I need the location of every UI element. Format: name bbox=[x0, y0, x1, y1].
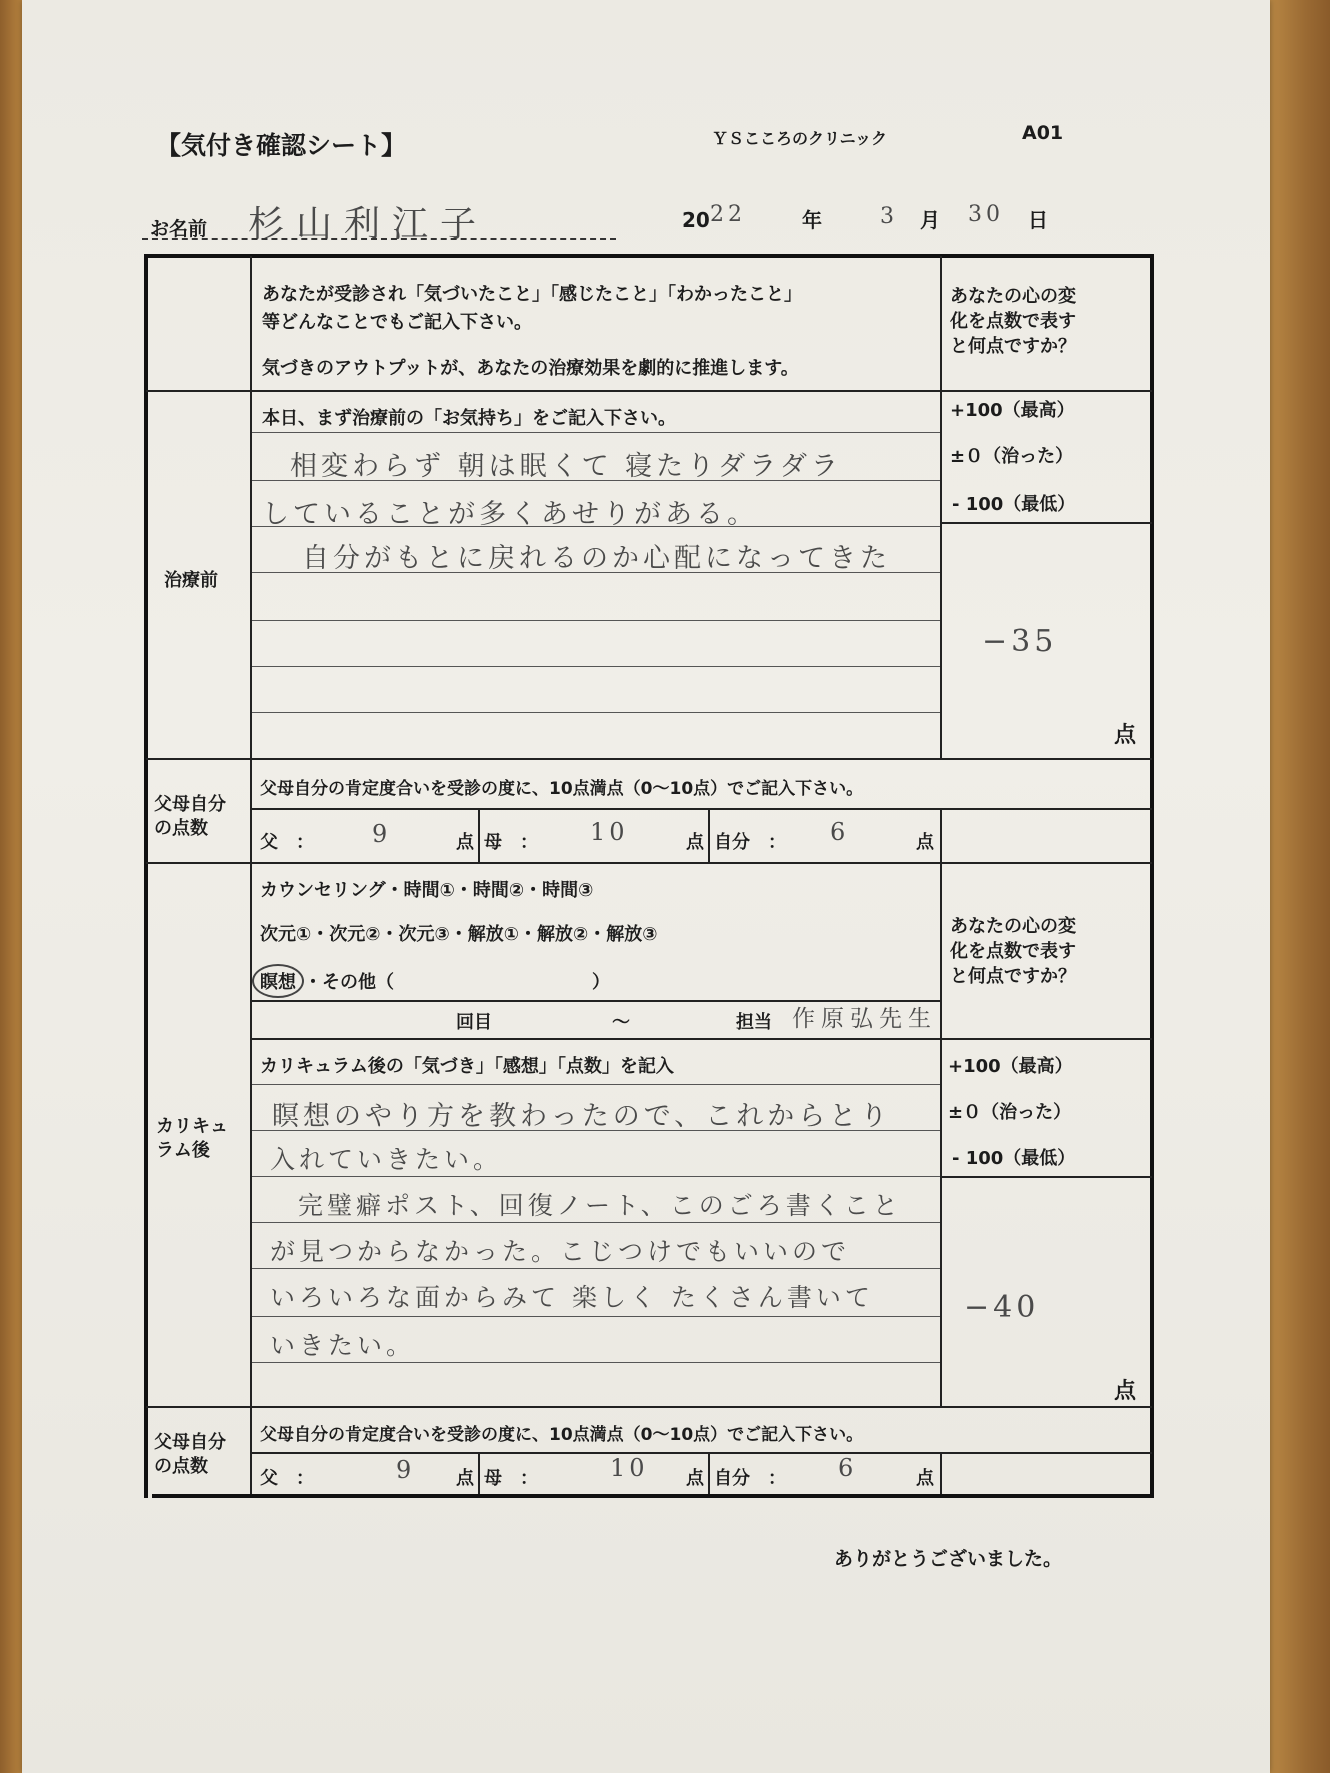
parents1-sep-1 bbox=[478, 810, 480, 862]
background-right bbox=[1270, 0, 1330, 1773]
table-border-left bbox=[144, 254, 148, 1498]
table-border-bottom bbox=[152, 1494, 1154, 1498]
parents2-mother-value[interactable]: 10 bbox=[610, 1454, 649, 1482]
curriculum-rule-1 bbox=[252, 1084, 940, 1085]
parents1-prompt: 父母自分の肯定度合いを受診の度に、10点満点（0〜10点）でご記入下さい。 bbox=[260, 779, 864, 799]
form-sheet bbox=[22, 0, 1270, 1773]
before-prompt: 本日、まず治療前の「お気持ち」をご記入下さい。 bbox=[262, 408, 676, 429]
curriculum-scale-zero: ±０（治った） bbox=[948, 1102, 1072, 1123]
before-section-label: 治療前 bbox=[164, 570, 218, 591]
table-border-right bbox=[1150, 254, 1154, 1498]
before-entry-line-2[interactable]: していることが多くあせりがある。 bbox=[262, 499, 758, 530]
thanks-text: ありがとうございました。 bbox=[834, 1548, 1063, 1570]
session-label: 回目 bbox=[456, 1012, 492, 1033]
parents2-sep-3 bbox=[940, 1452, 942, 1494]
score-question-l1: あなたの心の変 bbox=[950, 286, 1076, 307]
row-divider-4b bbox=[250, 1452, 1152, 1454]
name-label: お名前 bbox=[150, 218, 208, 240]
before-scale-divider bbox=[940, 522, 1152, 524]
parents2-mother-label: 母 ： bbox=[484, 1468, 538, 1489]
curriculum-rule-4 bbox=[252, 1222, 940, 1223]
staff-label: 担当 bbox=[736, 1012, 772, 1033]
curriculum-entry-line-1[interactable]: 瞑想のやり方を教わったので、これからとり bbox=[272, 1101, 892, 1132]
parents1-label-l1: 父母自分 bbox=[154, 794, 226, 815]
before-rule-7 bbox=[252, 712, 940, 713]
clinic-name: ＹＳこころのクリニック bbox=[712, 129, 888, 148]
curriculum-entry-line-6[interactable]: いきたい。 bbox=[270, 1331, 416, 1360]
month-label: 月 bbox=[920, 208, 940, 232]
parents2-label-l1: 父母自分 bbox=[154, 1432, 226, 1453]
row-divider-2 bbox=[146, 758, 1152, 760]
col-divider-right-1 bbox=[940, 256, 942, 758]
parents2-label-l2: の点数 bbox=[154, 1456, 208, 1477]
curriculum-rule-7 bbox=[252, 1362, 940, 1363]
month-value[interactable]: 3 bbox=[880, 204, 898, 229]
other-option: ・その他（ ） bbox=[304, 972, 610, 993]
parents2-father-label: 父 ： bbox=[260, 1468, 314, 1489]
intro-line-1: あなたが受診され「気づいたこと」「感じたこと」「わかったこと」 bbox=[262, 284, 802, 305]
parents2-father-unit: 点 bbox=[456, 1468, 474, 1489]
parents1-mother-label: 母 ： bbox=[484, 832, 538, 853]
parents2-father-value[interactable]: 9 bbox=[396, 1456, 416, 1484]
curriculum-entry-line-4[interactable]: が見つからなかった。こじつけでもいいので bbox=[270, 1237, 851, 1266]
curriculum-options-l1: カウンセリング・時間①・時間②・時間③ bbox=[260, 880, 594, 901]
before-scale-zero: ±０（治った） bbox=[950, 446, 1074, 467]
curriculum-section-label-l1: カリキュ bbox=[156, 1116, 228, 1137]
before-scale-min: - 100（最低） bbox=[952, 494, 1076, 515]
parents2-self-unit: 点 bbox=[916, 1468, 934, 1489]
staff-name[interactable]: 作原弘先生 bbox=[792, 1006, 937, 1032]
year-prefix: 20 bbox=[682, 208, 710, 232]
patient-name[interactable]: 杉山利江子 bbox=[248, 204, 489, 245]
row-divider-4 bbox=[146, 1406, 1152, 1408]
curriculum-score-unit: 点 bbox=[1114, 1379, 1137, 1404]
background-left bbox=[0, 0, 22, 1773]
curriculum-section-label-l2: ラム後 bbox=[156, 1140, 210, 1161]
curriculum-prompt: カリキュラム後の「気づき」「感想」「点数」を記入 bbox=[260, 1056, 674, 1077]
curriculum-score-question-l1: あなたの心の変 bbox=[950, 916, 1076, 937]
meditation-circled-option[interactable]: 瞑想 bbox=[252, 964, 304, 998]
intro-line-3: 気づきのアウトプットが、あなたの治療効果を劇的に推進します。 bbox=[262, 358, 799, 379]
parents1-self-label: 自分 ： bbox=[714, 832, 786, 853]
col-divider-right-2 bbox=[940, 862, 942, 1406]
parents1-self-unit: 点 bbox=[916, 832, 934, 853]
parents2-sep-2 bbox=[708, 1452, 710, 1494]
curriculum-options-l3 bbox=[260, 964, 610, 998]
intro-line-2: 等どんなことでもご記入下さい。 bbox=[262, 312, 532, 333]
score-question-l3: と何点ですか？ bbox=[950, 336, 1076, 357]
parents1-self-value[interactable]: 6 bbox=[830, 818, 850, 846]
curriculum-rule-3 bbox=[252, 1176, 940, 1177]
score-question-l2: 化を点数で表す bbox=[950, 311, 1076, 332]
before-entry-line-1[interactable]: 相変わらず 朝は眠くて 寝たりダラダラ bbox=[290, 451, 842, 482]
year-label: 年 bbox=[802, 208, 822, 232]
parents2-prompt: 父母自分の肯定度合いを受診の度に、10点満点（0〜10点）でご記入下さい。 bbox=[260, 1425, 864, 1445]
name-underline bbox=[142, 238, 616, 240]
day-value[interactable]: 30 bbox=[968, 202, 1004, 227]
curriculum-scale-top bbox=[940, 1038, 1152, 1040]
before-rule-6 bbox=[252, 666, 940, 667]
before-score-unit: 点 bbox=[1114, 723, 1137, 748]
before-scale-max: +100（最高） bbox=[950, 400, 1075, 421]
curriculum-scale-min: - 100（最低） bbox=[952, 1148, 1076, 1169]
curriculum-score-question-l3: と何点ですか？ bbox=[950, 966, 1076, 987]
col-divider-left bbox=[250, 256, 252, 1494]
parents2-self-value[interactable]: 6 bbox=[838, 1454, 858, 1482]
curriculum-score-value[interactable]: −40 bbox=[964, 1290, 1040, 1325]
curriculum-options-l2: 次元①・次元②・次元③・解放①・解放②・解放③ bbox=[260, 924, 658, 945]
day-label: 日 bbox=[1028, 208, 1048, 232]
parents1-mother-value[interactable]: 10 bbox=[590, 818, 629, 846]
row-divider-1 bbox=[146, 390, 1152, 392]
sheet-code: A01 bbox=[1022, 122, 1064, 144]
row-divider-3 bbox=[146, 862, 1152, 864]
before-entry-line-3[interactable]: 自分がもとに戻れるのか心配になってきた bbox=[302, 543, 891, 574]
curriculum-rule-5 bbox=[252, 1268, 940, 1269]
row-divider-2b bbox=[250, 808, 1152, 810]
curriculum-entry-line-5[interactable]: いろいろな面からみて 楽しく たくさん書いて bbox=[270, 1283, 874, 1312]
parents2-mother-unit: 点 bbox=[686, 1468, 704, 1489]
year-suffix[interactable]: 22 bbox=[710, 202, 746, 227]
parents1-sep-2 bbox=[708, 810, 710, 862]
parents1-label-l2: の点数 bbox=[154, 818, 208, 839]
curriculum-entry-line-2[interactable]: 入れていきたい。 bbox=[270, 1145, 503, 1174]
parents1-sep-3 bbox=[940, 810, 942, 862]
parents1-mother-unit: 点 bbox=[686, 832, 704, 853]
curriculum-scale-divider bbox=[940, 1176, 1152, 1178]
parents1-father-value[interactable]: 9 bbox=[372, 820, 392, 848]
session-tilde: 〜 bbox=[612, 1012, 630, 1033]
parents2-self-label: 自分 ： bbox=[714, 1468, 786, 1489]
curriculum-score-question-l2: 化を点数で表す bbox=[950, 941, 1076, 962]
curriculum-entry-line-3[interactable]: 完璧癖ポスト、回復ノート、このごろ書くこと bbox=[298, 1191, 902, 1220]
parents1-father-label: 父 ： bbox=[260, 832, 314, 853]
curriculum-rule-6 bbox=[252, 1316, 940, 1317]
parents1-father-unit: 点 bbox=[456, 832, 474, 853]
before-score-value[interactable]: −35 bbox=[982, 624, 1058, 659]
curriculum-scale-max: +100（最高） bbox=[948, 1056, 1073, 1077]
table-border-top bbox=[144, 254, 1154, 258]
before-rule-1 bbox=[252, 432, 940, 433]
before-rule-5 bbox=[252, 620, 940, 621]
parents2-sep-1 bbox=[478, 1452, 480, 1494]
sheet-title: 【気付き確認シート】 bbox=[156, 131, 407, 160]
